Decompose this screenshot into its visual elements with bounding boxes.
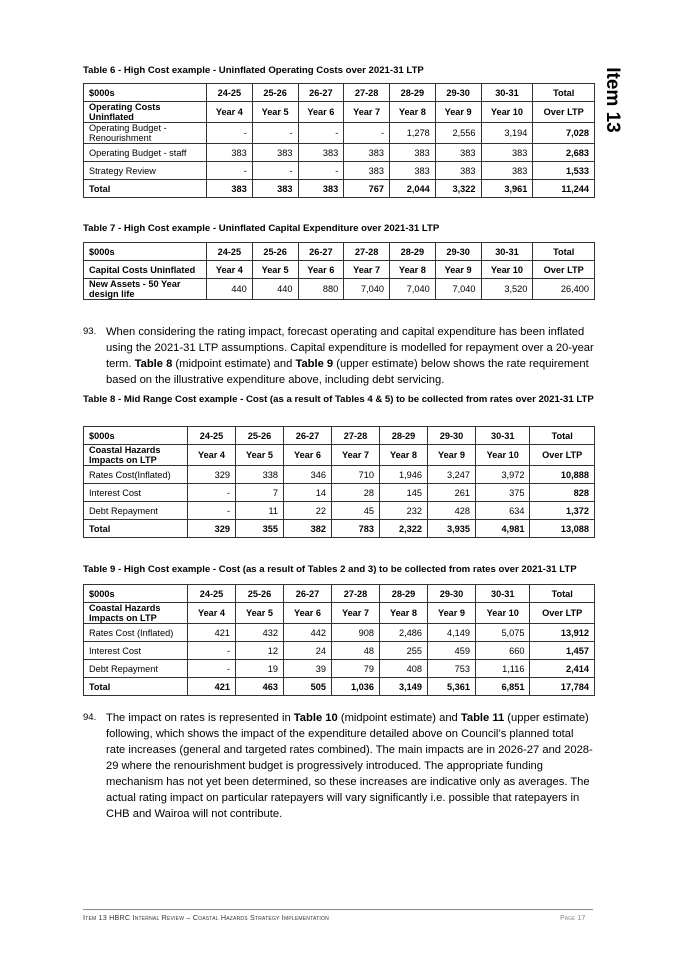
category-header: Coastal Hazards Impacts on LTP [84,445,188,466]
year-label-header: Year 8 [380,603,428,624]
table-cell: 5,361 [428,678,476,696]
header-row [84,84,595,102]
category-header: Capital Costs Uninflated [84,261,207,279]
table-cell: 2,322 [380,520,428,538]
footer-divider [83,909,593,910]
table8-caption: Table 8 - Mid Range Cost example - Cost (as a result of Tables 4 & 5) to be collected from rates over 2021-31 LTP [83,394,594,405]
table-cell: 1,278 [390,123,436,144]
header-row [84,585,595,603]
table-cell: 2,486 [380,624,428,642]
year-label-header: Year 10 [481,261,533,279]
year-label-header: Year 5 [236,445,284,466]
table-cell: 261 [428,484,476,502]
table-cell: 375 [476,484,530,502]
row-label: Strategy Review [84,162,207,180]
table8 [83,426,595,538]
year-header: 30-31 [481,243,533,261]
year-header: 30-31 [476,427,530,445]
table-cell: 7,040 [435,279,481,300]
table-row [84,123,595,144]
year-label-header: Year 5 [252,102,298,123]
table-row [84,162,595,180]
table-cell: 382 [284,520,332,538]
table-cell: 432 [236,624,284,642]
table-cell: 6,851 [476,678,530,696]
table-cell: 7,028 [533,123,595,144]
para-text: The impact on rates is represented in [106,712,294,724]
header-row [84,261,595,279]
table-cell: 634 [476,502,530,520]
table-cell: 13,088 [530,520,595,538]
paragraph-number: 93. [83,326,97,337]
year-header: 28-29 [390,243,436,261]
row-label: Interest Cost [84,484,188,502]
paragraph-94 [83,710,595,822]
year-header: 26-27 [298,243,344,261]
table-cell: 19 [236,660,284,678]
table-cell: - [298,162,344,180]
table-cell: 3,247 [428,466,476,484]
year-header: 26-27 [284,585,332,603]
table-cell: 3,322 [435,180,481,198]
table-cell: 383 [481,162,533,180]
table-cell: 2,556 [435,123,481,144]
table-cell: 383 [344,144,390,162]
table-row [84,144,595,162]
table-cell: 440 [252,279,298,300]
year-label-header: Over LTP [533,102,595,123]
table-cell: 383 [252,180,298,198]
header-row [84,445,595,466]
row-label: Rates Cost(Inflated) [84,466,188,484]
para-text: (upper estimate) below shows the rate requirement based on the illustrative expenditure above, including debt servicing. [106,358,589,386]
header-row [84,427,595,445]
para-text: When considering the rating impact, forecast operating and capital expenditure has been inflated using the 2021-31 LTP assumptions. Capital expenditure is modelled for repayment over a 20-year term. [106,326,594,370]
table7 [83,242,595,300]
table-row [84,502,595,520]
year-label-header: Year 7 [332,445,380,466]
row-label: Total [84,180,207,198]
table-cell: 767 [344,180,390,198]
unit-header: $000s [84,585,188,603]
table-cell: 26,400 [533,279,595,300]
year-header: 25-26 [252,243,298,261]
table-cell: 428 [428,502,476,520]
table-cell: 2,414 [530,660,595,678]
year-label-header: Year 6 [298,102,344,123]
total-row [84,520,595,538]
table-cell: 255 [380,642,428,660]
table-cell: 10,888 [530,466,595,484]
table-cell: 383 [298,180,344,198]
year-label-header: Year 7 [344,261,390,279]
row-label: Debt Repayment [84,660,188,678]
year-header: 28-29 [380,585,428,603]
para-text: (midpoint estimate) and [172,358,296,370]
year-label-header: Year 8 [390,261,436,279]
table-cell: 421 [188,624,236,642]
year-header: 27-28 [344,84,390,102]
year-header: 30-31 [481,84,533,102]
year-header: 29-30 [435,84,481,102]
year-label-header: Year 4 [188,445,236,466]
table-cell: 3,194 [481,123,533,144]
table-ref: Table 11 [460,712,505,724]
year-header: 24-25 [188,427,236,445]
year-header: 29-30 [435,243,481,261]
year-label-header: Over LTP [533,261,595,279]
table-cell: 783 [332,520,380,538]
table-cell: 12 [236,642,284,660]
table-cell: 828 [530,484,595,502]
table-cell: 383 [207,144,253,162]
item-side-label [592,65,632,135]
table-row [84,624,595,642]
table-cell: 355 [236,520,284,538]
year-label-header: Year 6 [284,603,332,624]
year-header: 24-25 [188,585,236,603]
year-label-header: Year 6 [284,445,332,466]
table-cell: 11 [236,502,284,520]
table-cell: 14 [284,484,332,502]
year-header: 24-25 [207,84,253,102]
table-cell: 383 [298,144,344,162]
table-cell: 459 [428,642,476,660]
row-label: New Assets - 50 Year design life [84,279,207,300]
year-label-header: Year 10 [476,445,530,466]
year-label-header: Year 8 [380,445,428,466]
table6 [83,83,595,198]
year-label-header: Year 4 [188,603,236,624]
year-label-header: Year 8 [390,102,436,123]
table-row [84,642,595,660]
year-header: 24-25 [207,243,253,261]
table-cell: 7,040 [344,279,390,300]
year-header: 27-28 [344,243,390,261]
row-label: Operating Budget - Renourishment [84,123,207,144]
table-cell: - [252,162,298,180]
total-row [84,180,595,198]
year-header: 27-28 [332,427,380,445]
year-label-header: Year 9 [435,261,481,279]
table-cell: 329 [188,466,236,484]
year-label-header: Year 5 [236,603,284,624]
table-cell: 442 [284,624,332,642]
year-header: Total [530,585,595,603]
table-cell: 3,520 [481,279,533,300]
year-header: 29-30 [428,585,476,603]
year-header: 29-30 [428,427,476,445]
year-header: Total [533,243,595,261]
paragraph-93 [83,324,595,388]
unit-header: $000s [84,84,207,102]
table9 [83,584,595,696]
year-header: 28-29 [380,427,428,445]
table-cell: 710 [332,466,380,484]
table-row [84,484,595,502]
table-cell: 383 [344,162,390,180]
table-cell: 329 [188,520,236,538]
table-cell: - [207,162,253,180]
table-cell: 753 [428,660,476,678]
table-cell: 28 [332,484,380,502]
year-label-header: Year 4 [207,261,253,279]
table-cell: 13,912 [530,624,595,642]
table-row [84,660,595,678]
table-cell: 463 [236,678,284,696]
table-cell: 383 [390,144,436,162]
table-cell: 383 [435,144,481,162]
category-header: Operating Costs Uninflated [84,102,207,123]
table-cell: 1,457 [530,642,595,660]
year-label-header: Year 7 [332,603,380,624]
year-label-header: Year 10 [476,603,530,624]
year-header: 26-27 [284,427,332,445]
table-cell: 383 [481,144,533,162]
table-cell: - [252,123,298,144]
table-cell: 7,040 [390,279,436,300]
table-cell: 232 [380,502,428,520]
row-label: Debt Repayment [84,502,188,520]
year-label-header: Year 6 [298,261,344,279]
unit-header: $000s [84,243,207,261]
row-label: Total [84,520,188,538]
table-cell: - [298,123,344,144]
table-ref: Table 9 [295,358,334,370]
table-cell: 1,533 [533,162,595,180]
year-label-header: Year 7 [344,102,390,123]
table-cell: 11,244 [533,180,595,198]
para-text: (midpoint estimate) and [337,712,461,724]
table-cell: 3,961 [481,180,533,198]
table-cell: 145 [380,484,428,502]
category-header: Coastal Hazards Impacts on LTP [84,603,188,624]
row-label: Total [84,678,188,696]
table-cell: 383 [252,144,298,162]
table-cell: - [207,123,253,144]
table-cell: 4,149 [428,624,476,642]
row-label: Operating Budget - staff [84,144,207,162]
year-header: 27-28 [332,585,380,603]
table-cell: - [188,502,236,520]
footer-title: Item 13 HBRC Internal Review – Coastal Hazards Strategy Implementation [83,913,329,922]
table-cell: 48 [332,642,380,660]
year-label-header: Year 10 [481,102,533,123]
year-label-header: Year 9 [428,445,476,466]
table-cell: 3,935 [428,520,476,538]
table-cell: 338 [236,466,284,484]
year-header: 26-27 [298,84,344,102]
table-cell: 383 [207,180,253,198]
item-label-text: Item 13 [602,67,623,133]
table-cell: 7 [236,484,284,502]
table-cell: 908 [332,624,380,642]
table9-caption: Table 9 - High Cost example - Cost (as a result of Tables 2 and 3) to be collected from rates over 2021-31 LTP [83,564,577,575]
table-cell: 660 [476,642,530,660]
paragraph-number: 94. [83,712,97,723]
table-cell: 2,044 [390,180,436,198]
table-cell: 39 [284,660,332,678]
table-cell: - [188,642,236,660]
table-cell: 4,981 [476,520,530,538]
table-cell: - [188,660,236,678]
table-cell: 2,683 [533,144,595,162]
unit-header: $000s [84,427,188,445]
table-cell: 383 [435,162,481,180]
para-text: (upper estimate) following, which shows the impact of the expenditure detailed above on Council’s planned total rate increases (general and targeted rates combined). The main impacts are in 2026-27 and 2028-29 where the renourishment budget is progressively introduced. The appropriate funding mechanism has not yet been determined, so these increases are indicative only as averages. The actual rating impact on particular ratepayers will vary significantly i.e. possible that ratepayers in CHB and Wairoa will not contribute. [106,712,593,820]
table-cell: - [344,123,390,144]
table-cell: 1,946 [380,466,428,484]
header-row [84,603,595,624]
table-cell: 346 [284,466,332,484]
table-cell: 408 [380,660,428,678]
table-cell: 5,075 [476,624,530,642]
table7-caption: Table 7 - High Cost example - Uninflated Capital Expenditure over 2021-31 LTP [83,223,440,234]
table-cell: 22 [284,502,332,520]
year-label-header: Year 9 [428,603,476,624]
total-row [84,678,595,696]
year-header: 25-26 [252,84,298,102]
table-cell: 45 [332,502,380,520]
table-row [84,279,595,300]
year-header: 25-26 [236,427,284,445]
year-label-header: Over LTP [530,603,595,624]
year-header: 25-26 [236,585,284,603]
table-cell: 24 [284,642,332,660]
table-cell: 3,972 [476,466,530,484]
table-cell: 1,036 [332,678,380,696]
table-cell: 505 [284,678,332,696]
row-label: Rates Cost (Inflated) [84,624,188,642]
row-label: Interest Cost [84,642,188,660]
table-cell: 383 [390,162,436,180]
header-row [84,243,595,261]
year-header: Total [533,84,595,102]
table-cell: 1,372 [530,502,595,520]
table-row [84,466,595,484]
year-label-header: Year 4 [207,102,253,123]
table-cell: - [188,484,236,502]
table-cell: 17,784 [530,678,595,696]
year-label-header: Over LTP [530,445,595,466]
table-cell: 421 [188,678,236,696]
table-ref: Table 10 [293,712,338,724]
table-cell: 3,149 [380,678,428,696]
table-cell: 880 [298,279,344,300]
header-row [84,102,595,123]
table6-caption: Table 6 - High Cost example - Uninflated Operating Costs over 2021-31 LTP [83,65,424,76]
table-cell: 440 [207,279,253,300]
year-header: Total [530,427,595,445]
year-header: 28-29 [390,84,436,102]
year-label-header: Year 9 [435,102,481,123]
table-cell: 79 [332,660,380,678]
table-ref: Table 8 [134,358,173,370]
year-label-header: Year 5 [252,261,298,279]
year-header: 30-31 [476,585,530,603]
table-cell: 1,116 [476,660,530,678]
page-number: Page 17 [560,913,586,922]
